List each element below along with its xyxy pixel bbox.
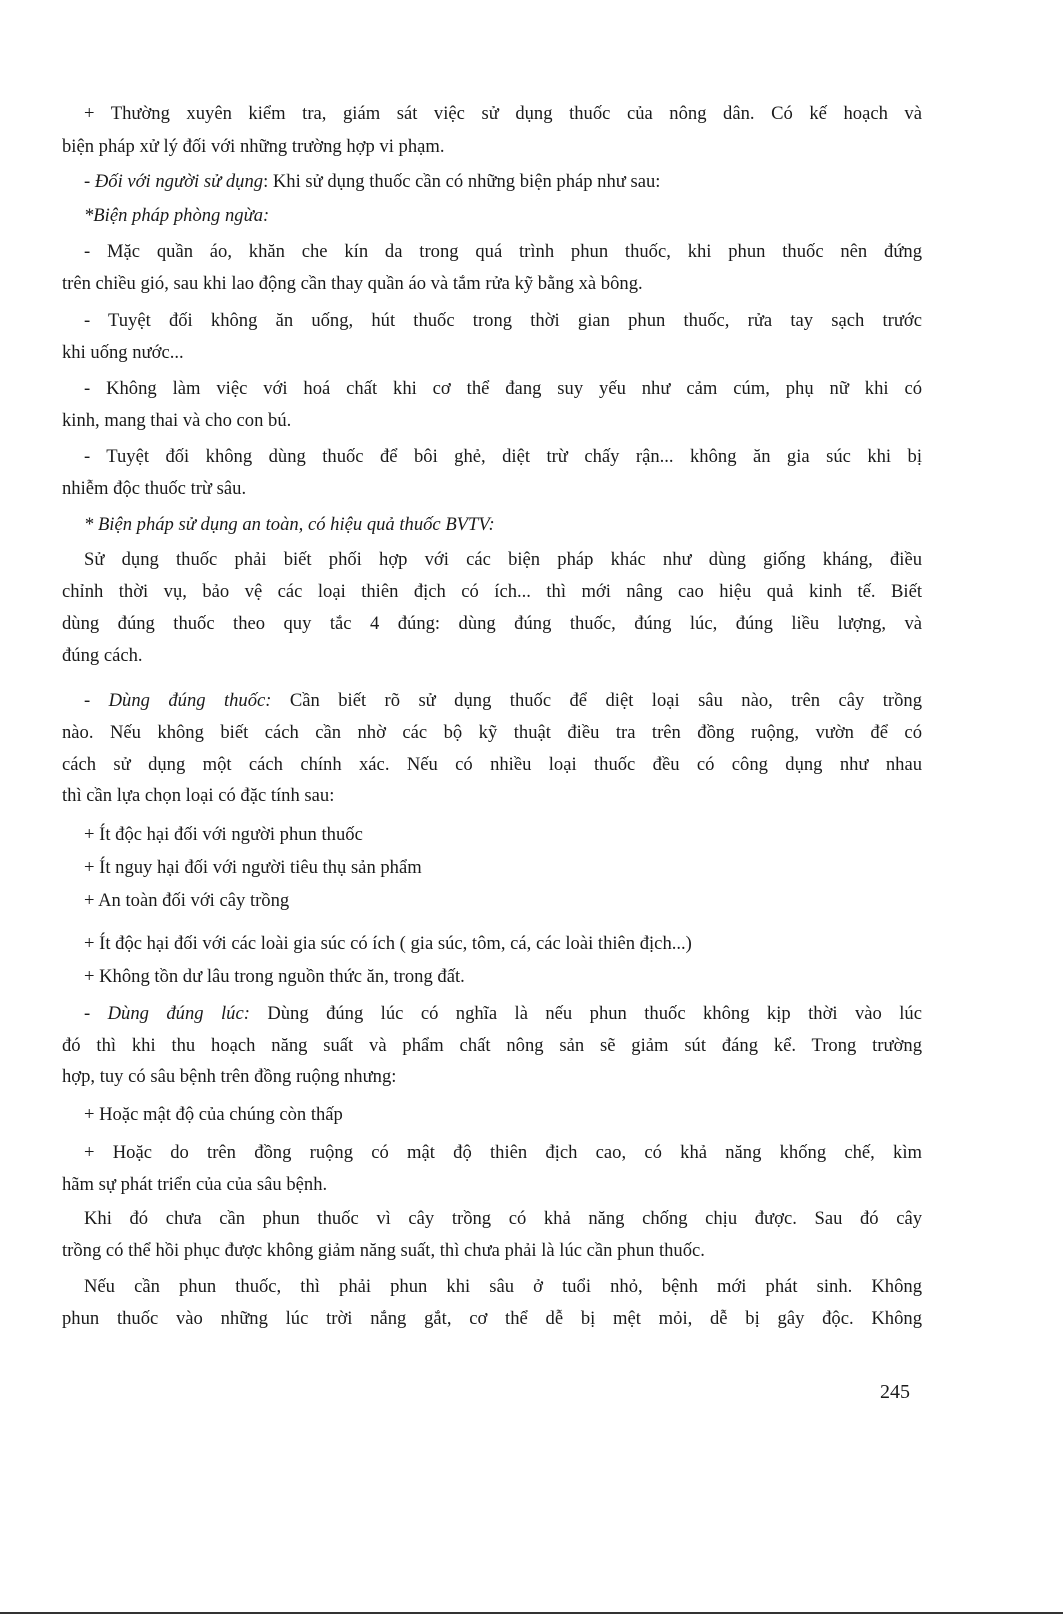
italic-lead: *Biện pháp phòng ngừa: xyxy=(84,205,270,226)
italic-lead: - Đối với người sử dụng xyxy=(84,171,264,192)
paragraph-line xyxy=(62,1063,922,1091)
line-text: + Hoặc mật độ của chúng còn thấp xyxy=(84,1104,343,1125)
paragraph-line-first xyxy=(84,168,922,196)
line-text: đó thì khi thu hoạch năng suất và phẩm chất nông sản sẽ giảm sút đáng kể. Trong trường xyxy=(62,1035,922,1056)
paragraph-line-first xyxy=(84,100,922,128)
line-text: dùng đúng thuốc theo quy tắc 4 đúng: dùng đúng thuốc, đúng lúc, đúng liều lượng, và xyxy=(62,613,922,634)
paragraph-line xyxy=(62,719,922,747)
paragraph-line xyxy=(62,642,922,670)
line-text: Dùng đúng lúc có nghĩa là nếu phun thuốc không kịp thời vào lúc xyxy=(249,1003,922,1024)
paragraph-line-first xyxy=(84,238,922,266)
italic-lead: - Dùng đúng lúc: xyxy=(84,1003,250,1024)
paragraph-line-first xyxy=(84,511,922,539)
line-text: đúng cách. xyxy=(62,645,143,666)
paragraph-line xyxy=(62,339,922,367)
line-text: + Ít độc hại đối với người phun thuốc xyxy=(84,824,363,845)
paragraph-line-first xyxy=(84,202,922,230)
italic-lead: - Dùng đúng thuốc: xyxy=(84,690,272,711)
line-text: - Tuyệt đối không ăn uống, hút thuốc trong thời gian phun thuốc, rửa tay sạch trước xyxy=(84,310,922,331)
line-text: Khi đó chưa cần phun thuốc vì cây trồng có khả năng chống chịu được. Sau đó cây xyxy=(84,1208,922,1229)
paragraph-line-first xyxy=(84,1205,922,1233)
line-text: + Ít nguy hại đối với người tiêu thụ sản phẩm xyxy=(84,857,422,878)
line-text: cách sử dụng một cách chính xác. Nếu có nhiều loại thuốc đều có công dụng như nhau xyxy=(62,754,922,775)
line-text: phun thuốc vào những lúc trời nắng gắt, cơ thể dễ bị mệt mỏi, dễ bị gây độc. Không xyxy=(62,1308,922,1329)
line-text: Cần biết rõ sử dụng thuốc để diệt loại sâu nào, trên cây trồng xyxy=(271,690,922,711)
paragraph-line xyxy=(62,578,922,606)
line-text: + Thường xuyên kiểm tra, giám sát việc sử dụng thuốc của nông dân. Có kế hoạch và xyxy=(84,103,922,124)
line-text: kinh, mang thai và cho con bú. xyxy=(62,410,292,431)
paragraph-line xyxy=(62,1237,922,1265)
line-text: hợp, tuy có sâu bệnh trên đồng ruộng nhưng: xyxy=(62,1066,397,1087)
line-text: : Khi sử dụng thuốc cần có những biện pháp như sau: xyxy=(263,171,661,192)
line-text: - Không làm việc với hoá chất khi cơ thể đang suy yếu như cảm cúm, phụ nữ khi có xyxy=(84,378,922,399)
paragraph-line xyxy=(62,1171,922,1199)
line-text: hãm sự phát triển của của sâu bệnh. xyxy=(62,1174,328,1195)
paragraph-line xyxy=(62,475,922,503)
line-text: nhiễm độc thuốc trừ sâu. xyxy=(62,478,247,499)
paragraph-line xyxy=(62,751,922,779)
paragraph-line-first xyxy=(84,307,922,335)
paragraph-line-first xyxy=(84,1101,922,1129)
line-text: biện pháp xử lý đối với những trường hợp vi phạm. xyxy=(62,136,445,157)
line-text: Sử dụng thuốc phải biết phối hợp với các biện pháp khác như dùng giống kháng, điều xyxy=(84,549,922,570)
paragraph-line xyxy=(62,1032,922,1060)
paragraph-line-first xyxy=(84,375,922,403)
line-text: - Tuyệt đối không dùng thuốc để bôi ghẻ, diệt trừ chấy rận... không ăn gia súc khi bị xyxy=(84,446,922,467)
paragraph-line-first xyxy=(84,1273,922,1301)
paragraph-line-first xyxy=(84,854,922,882)
line-text: + Ít độc hại đối với các loài gia súc có ích ( gia súc, tôm, cá, các loài thiên địch...) xyxy=(84,933,692,954)
line-text: khi uống nước... xyxy=(62,342,184,363)
paragraph-line-first xyxy=(84,1000,922,1028)
line-text: trồng có thể hồi phục được không giảm năng suất, thì chưa phải là lúc cần phun thuốc. xyxy=(62,1240,705,1261)
paragraph-line xyxy=(62,782,922,810)
paragraph-line-first xyxy=(84,443,922,471)
paragraph-line xyxy=(62,133,922,161)
line-text: - Mặc quần áo, khăn che kín da trong quá trình phun thuốc, khi phun thuốc nên đứng xyxy=(84,241,922,262)
paragraph-line-first xyxy=(84,821,922,849)
paragraph-line-first xyxy=(84,963,922,991)
paragraph-line-first xyxy=(84,930,922,958)
line-text: + An toàn đối với cây trồng xyxy=(84,890,290,911)
line-text: trên chiều gió, sau khi lao động cần thay quần áo và tắm rửa kỹ bằng xà bông. xyxy=(62,273,643,294)
paragraph-line-first xyxy=(84,687,922,715)
paragraph-line xyxy=(62,270,922,298)
line-text: + Hoặc do trên đồng ruộng có mật độ thiên địch cao, có khả năng khống chế, kìm xyxy=(84,1142,922,1163)
paragraph-line xyxy=(62,407,922,435)
line-text: Nếu cần phun thuốc, thì phải phun khi sâu ở tuổi nhỏ, bệnh mới phát sinh. Không xyxy=(84,1276,922,1297)
paragraph-line xyxy=(62,1305,922,1333)
line-text: + Không tồn dư lâu trong nguồn thức ăn, trong đất. xyxy=(84,966,465,987)
page-number: 245 xyxy=(880,1381,910,1403)
paragraph-line-first xyxy=(84,1139,922,1167)
paragraph-line-first xyxy=(84,887,922,915)
line-text: nào. Nếu không biết cách cần nhờ các bộ kỹ thuật điều tra trên đồng ruộng, vườn để có xyxy=(62,722,922,743)
paragraph-line xyxy=(62,610,922,638)
line-text: chỉnh thời vụ, bảo vệ các loại thiên địch có ích... thì mới nâng cao hiệu quả kinh tế. Biết xyxy=(62,581,922,602)
paragraph-line-first xyxy=(84,546,922,574)
line-text: thì cần lựa chọn loại có đặc tính sau: xyxy=(62,785,335,806)
bottom-border xyxy=(0,1612,1063,1614)
italic-lead: * Biện pháp sử dụng an toàn, có hiệu quả thuốc BVTV: xyxy=(84,514,495,535)
